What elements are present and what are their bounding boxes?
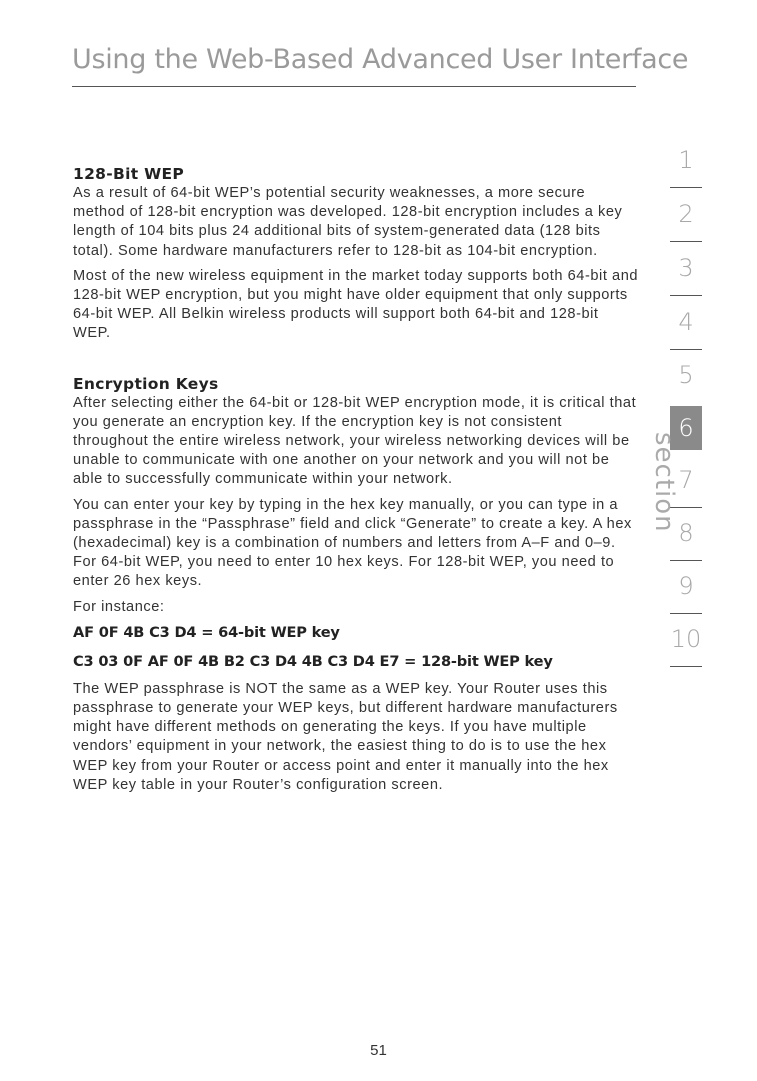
nav-divider — [670, 295, 702, 296]
section-nav-item-5[interactable]: 5 — [678, 361, 694, 389]
section-nav-item-1[interactable]: 1 — [678, 146, 694, 174]
example-128bit-key: C3 03 0F AF 0F 4B B2 C3 D4 4B C3 D4 E7 = 128-bit WEP key — [73, 652, 553, 670]
example-64bit-key: AF 0F 4B C3 D4 = 64-bit WEP key — [73, 623, 340, 641]
page-title: Using the Web-Based Advanced User Interface — [72, 44, 689, 75]
nav-divider — [670, 560, 702, 561]
main-content — [73, 165, 639, 795]
paragraph: As a result of 64-bit WEP’s potential security weaknesses, a more secure method of 128-bit encryption was developed. 128-bit encryption includes a key length of 104 bits plus 24 additional bits of system-generated data (128 bits total). Some hardware manufacturers refer to 128-bit as 104-bit encryption. — [73, 185, 623, 259]
nav-divider — [670, 666, 702, 667]
paragraph-closing: The WEP passphrase is NOT the same as a WEP key. Your Router uses this passphrase to generate your WEP keys, but different hardware manufacturers might have different methods on generating the keys. If you have multiple vendors’ equipment in your network, the easiest thing to do is to use the hex WEP key from your Router or access point and enter it manually into the hex WEP key table in your Router’s configuration screen. — [73, 680, 618, 793]
paragraph-for-instance: For instance: — [73, 598, 165, 615]
section-heading-encryption-keys: Encryption Keys — [73, 374, 219, 393]
section-label — [644, 432, 684, 533]
section-nav-item-2[interactable]: 2 — [678, 200, 694, 228]
paragraph: Most of the new wireless equipment in the market today supports both 64-bit and 128-bit WEP encryption, but you might have older equipment that only supports 64-bit WEP. All Belkin wireless products will support both 64-bit and 128-bit WEP. — [73, 267, 639, 342]
section-nav-item-10[interactable]: 10 — [670, 625, 702, 653]
nav-divider — [670, 241, 702, 242]
section-heading-128bit-wep: 128-Bit WEP — [73, 165, 185, 183]
section-nav-item-9[interactable]: 9 — [678, 572, 694, 600]
nav-divider — [670, 187, 702, 188]
section-nav-item-8[interactable]: 8 — [678, 519, 694, 547]
section-nav-item-7[interactable]: 7 — [678, 466, 694, 494]
section-nav-item-4[interactable]: 4 — [678, 308, 694, 336]
nav-divider — [670, 613, 702, 614]
section-nav-item-3[interactable]: 3 — [678, 254, 694, 282]
section-nav-item-6-active[interactable]: 6 — [670, 406, 702, 450]
section-spacer — [73, 344, 639, 375]
paragraph: You can enter your key by typing in the hex key manually, or you can type in a passphrase in the “Passphrase” field and click “Generate” to create a key. A hex (hexadecimal) key is a combination of numbers and letters from A–F and 0–9. For 64-bit WEP, you need to enter 10 hex keys. For 128-bit WEP, you need to enter 26 hex keys. — [73, 496, 632, 590]
paragraph: After selecting either the 64-bit or 128-bit WEP encryption mode, it is critical that you generate an encryption key. If the encryption key is not consistent throughout the entire wireless network, your wireless networking devices will be unable to communicate with one another on your network and you will not be able to successfully communicate within your network. — [73, 394, 637, 488]
nav-divider — [670, 349, 702, 350]
page-header — [72, 44, 689, 87]
page-number: 51 — [370, 1042, 387, 1059]
section-label-text: section — [649, 432, 679, 533]
